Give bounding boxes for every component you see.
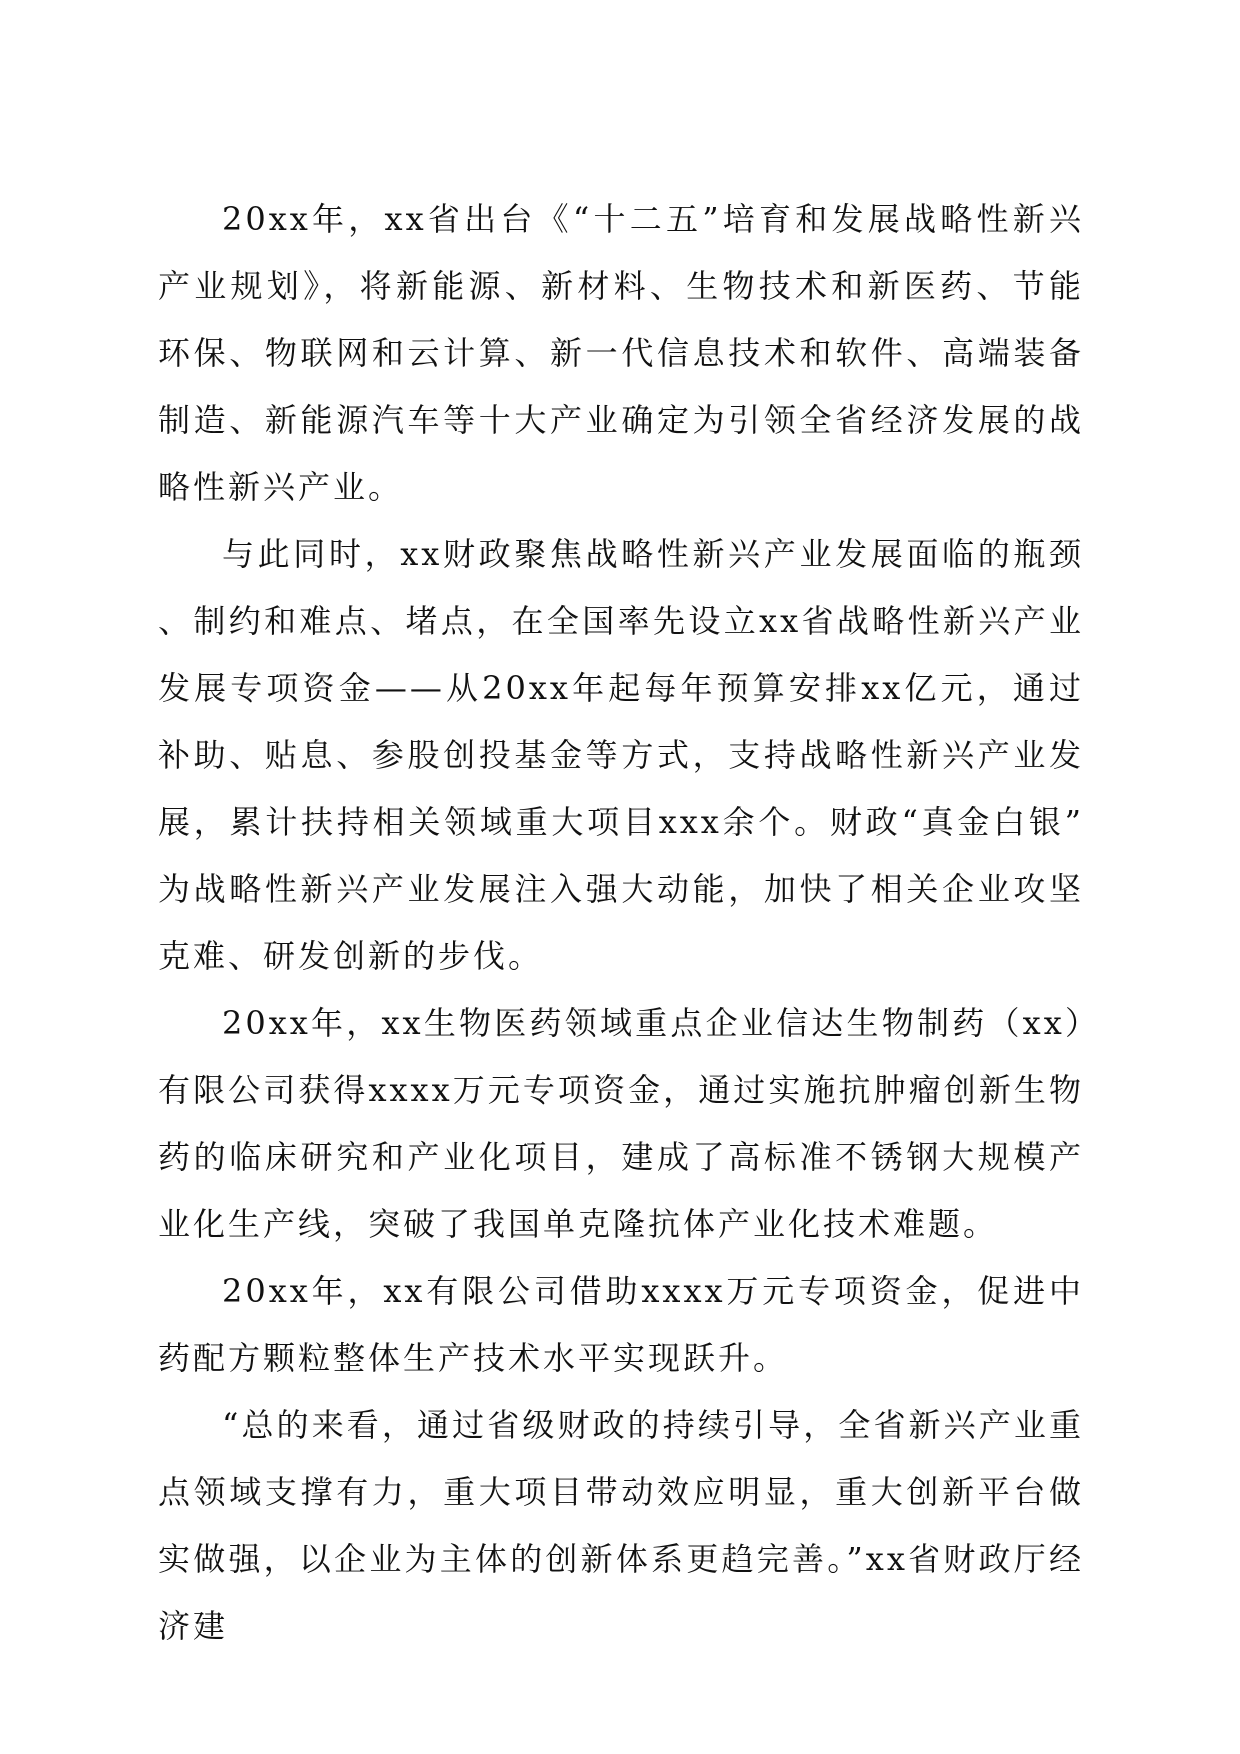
paragraph-4: 20xx年，xx有限公司借助xxxx万元专项资金，促进中药配方颗粒整体生产技术水平实现跃升。 <box>158 1272 1084 1377</box>
paragraph-1: 20xx年，xx省出台《“十二五”培育和发展战略性新兴产业规划》，将新能源、新材料、生物技术和新医药、节能环保、物联网和云计算、新一代信息技术和软件、高端装备制造、新能源汽车等十大产业确定为引领全省经济发展的战略性新兴产业。 <box>158 200 1084 506</box>
document-body <box>158 186 1084 1660</box>
paragraph-2: 与此同时，xx财政聚焦战略性新兴产业发展面临的瓶颈、制约和难点、堵点，在全国率先设立xx省战略性新兴产业发展专项资金——从20xx年起每年预算安排xx亿元，通过补助、贴息、参股创投基金等方式，支持战略性新兴产业发展，累计扶持相关领域重大项目xxx余个。财政“真金白银”为战略性新兴产业发展注入强大动能，加快了相关企业攻坚克难、研发创新的步伐。 <box>158 535 1084 975</box>
paragraph-5: “总的来看，通过省级财政的持续引导，全省新兴产业重点领域支撑有力，重大项目带动效应明显，重大创新平台做实做强，以企业为主体的创新体系更趋完善。”xx省财政厅经济建 <box>158 1406 1084 1645</box>
paragraph-3: 20xx年，xx生物医药领域重点企业信达生物制药（xx）有限公司获得xxxx万元专项资金，通过实施抗肿瘤创新生物药的临床研究和产业化项目，建成了高标准不锈钢大规模产业化生产线，突破了我国单克隆抗体产业化技术难题。 <box>158 1004 1084 1243</box>
